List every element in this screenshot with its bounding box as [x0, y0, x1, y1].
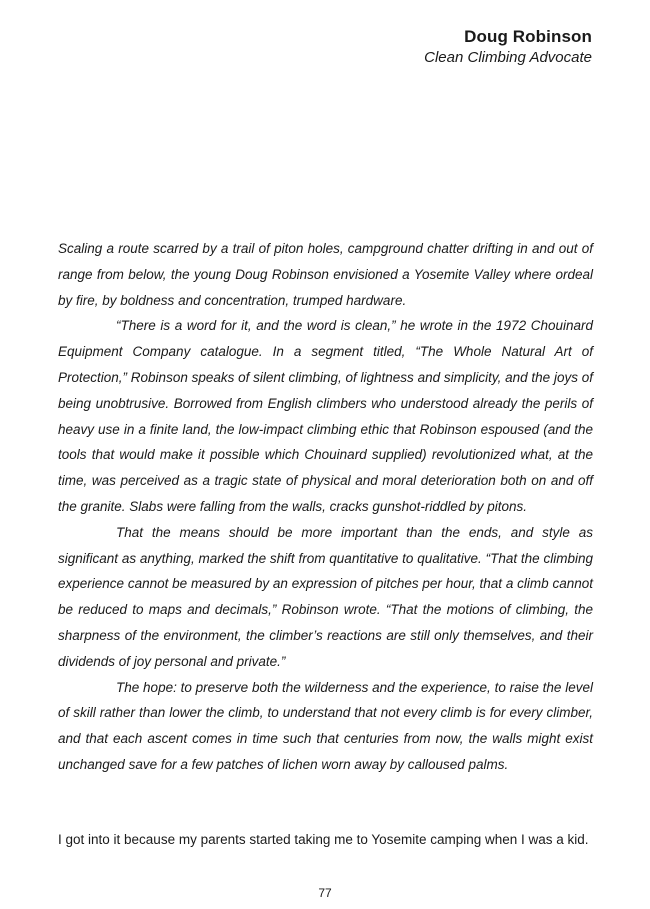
- paragraph-clean: “There is a word for it, and the word is clean,” he wrote in the 1972 Chouinard Equipment Company catalogue. In a segment titled, “The Whole Natural Art of Protection,” Robinson speaks of silent climbing, of lightness and simplicity, and the joys of being unobtrusive. Borrowed from English climbers who understood already the perils of heavy use in a finite land, the low-impact climbing ethic that Robinson espoused (and the tools that would make it possible which Chouinard supplied) revolutionized what, at the time, was perceived as a tragic state of physical and moral deterioration both on and off the granite. Slabs were falling from the walls, cracks gunshot-riddled by pitons.: [58, 318, 593, 514]
- paragraph-means: That the means should be more important than the ends, and style as significant as anything, marked the shift from quantitative to qualitative. “That the climbing experience cannot be measured by an expression of pitches per hour, that a climb cannot be reduced to maps and decimals,” Robinson wrote. “That the motions of climbing, the sharpness of the environment, the climber’s reactions are still only themselves, and their dividends of joy personal and private.”: [58, 524, 593, 669]
- article-body: [58, 236, 593, 778]
- paragraph-hope: The hope: to preserve both the wilderness and the experience, to raise the level of skill rather than lower the climb, to understand that not every climb is for every climber, and that each ascent comes in time such that centuries from now, the walls might exist unchanged save for a few patches of lichen worn away by calloused palms.: [58, 679, 593, 772]
- paragraph-intro: Scaling a route scarred by a trail of piton holes, campground chatter drifting in and out of range from below, the young Doug Robinson envisioned a Yosemite Valley where ordeal by fire, by boldness and concentration, trumped hardware.: [58, 241, 593, 308]
- author-name: Doug Robinson: [464, 27, 592, 46]
- closing-quote: I got into it because my parents started taking me to Yosemite camping when I was a kid.: [58, 832, 589, 847]
- author-role: Clean Climbing Advocate: [424, 49, 592, 66]
- page-header: [424, 26, 592, 68]
- page-number: 77: [318, 886, 332, 900]
